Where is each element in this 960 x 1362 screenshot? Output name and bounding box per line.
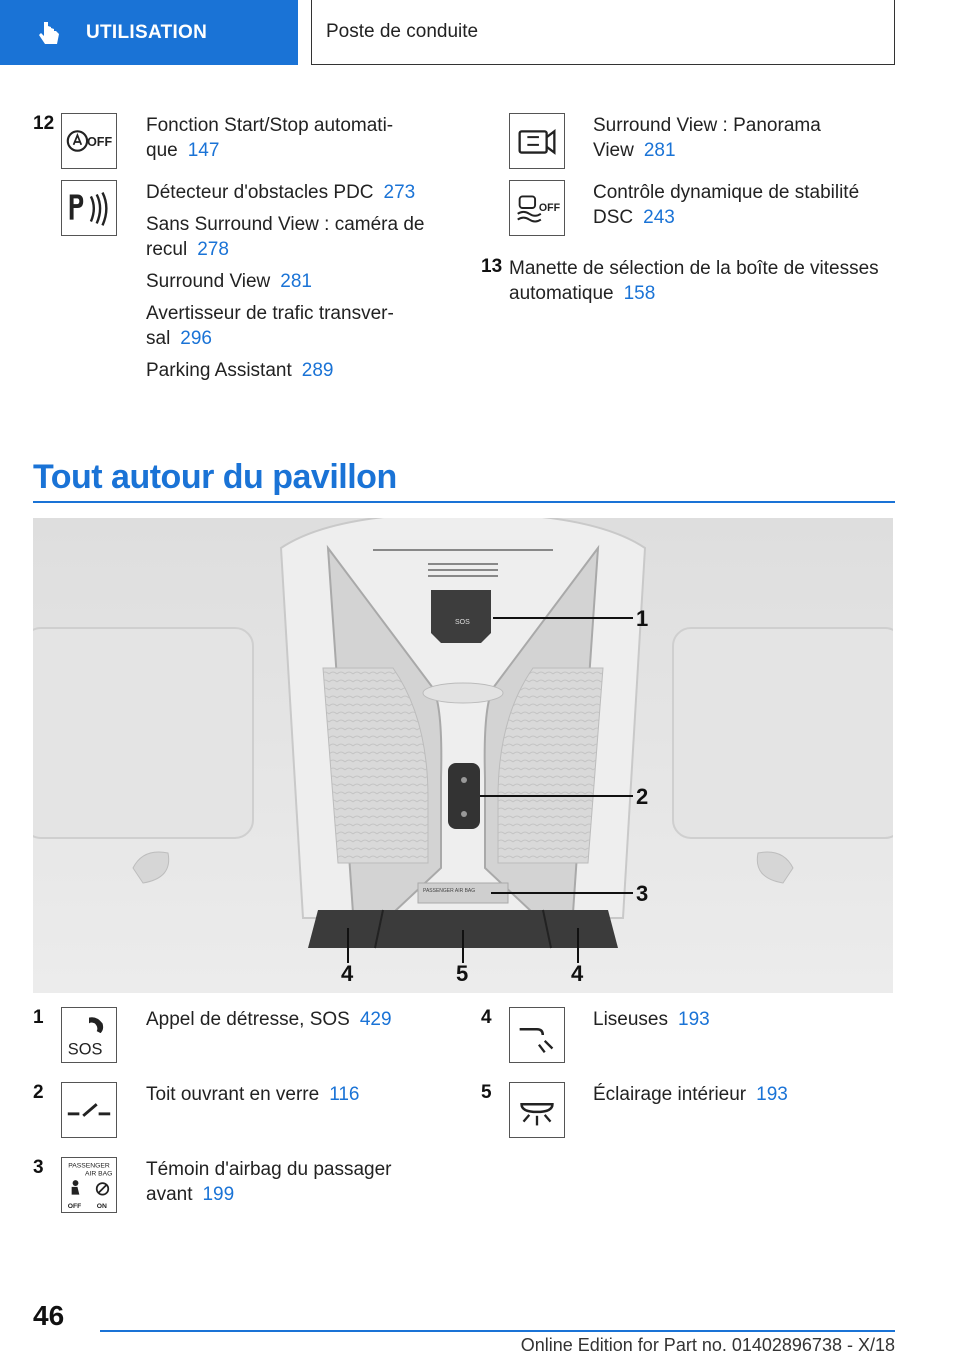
item-text [593, 1082, 883, 1114]
item-text [146, 1007, 436, 1039]
page-number: 46 [33, 1300, 65, 1331]
hand-touch-icon [34, 18, 64, 48]
icon-sos-label: SOS [67, 1040, 103, 1059]
photo-sos-label: SOS [455, 619, 470, 626]
entry-text: Manette de sélection de la boîte de vitesses automatique [509, 258, 879, 304]
page-link[interactable]: 281 [643, 140, 676, 161]
callout-1: 1 [636, 606, 649, 631]
footer-edition: Online Edition for Part no. 01402896738 - X/18 [520, 1335, 895, 1355]
page-link[interactable]: 158 [623, 283, 656, 304]
reading-light-icon [509, 1007, 565, 1063]
entry-text: Détecteur d'obstacles PDC [146, 182, 374, 203]
section-tab[interactable] [0, 0, 298, 65]
sos-call-icon [61, 1007, 117, 1063]
item-text [509, 256, 889, 313]
roof-console-photo [33, 518, 893, 993]
icon-off-label: OFF [87, 134, 113, 149]
item-text [146, 113, 436, 170]
icon-passenger-label: PASSENGER [68, 1162, 110, 1170]
item-number: 2 [33, 1082, 44, 1103]
callout-2: 2 [636, 784, 649, 809]
entry-text: Toit ouvrant en verre [146, 1084, 320, 1105]
item-text [593, 180, 883, 237]
item-number: 12 [33, 113, 55, 134]
auto-start-stop-off-icon [61, 113, 117, 169]
page-link[interactable]: 273 [383, 182, 416, 203]
item-number: 1 [33, 1007, 44, 1028]
section-label: UTILISATION [86, 21, 208, 43]
page-link[interactable]: 116 [329, 1084, 360, 1105]
item-number: 3 [33, 1157, 44, 1178]
page-link[interactable]: 296 [180, 328, 212, 349]
item-text [593, 113, 883, 170]
callout-3: 3 [636, 881, 649, 906]
passenger-airbag-icon [61, 1157, 117, 1213]
item-text [593, 1007, 883, 1039]
footer-divider [100, 1330, 895, 1332]
panorama-view-icon [509, 113, 565, 169]
item-text [146, 1157, 436, 1214]
page-link[interactable]: 429 [359, 1009, 392, 1030]
entry-text: Éclairage intérieur [593, 1084, 747, 1105]
icon-on-label: ON [96, 1203, 107, 1211]
photo-airbag-text: PASSENGER AIR BAG [423, 888, 476, 894]
icon-off-label: OFF [538, 201, 561, 214]
icon-airbag-label: AIR BAG [84, 1170, 113, 1178]
page-link[interactable]: 243 [643, 207, 675, 228]
item-number: 4 [481, 1007, 492, 1028]
entry-text: Liseuses [593, 1009, 668, 1030]
page-link[interactable]: 147 [187, 140, 220, 161]
icon-off-label: OFF [67, 1203, 82, 1211]
entry-text: Contrôle dynamique de stabilité DSC [593, 182, 860, 228]
callout-5: 5 [456, 961, 469, 986]
item-number: 13 [481, 256, 503, 277]
item-number: 5 [481, 1082, 492, 1103]
page-link[interactable]: 289 [301, 360, 334, 381]
entry-text: Avertisseur de trafic transver-sal [146, 303, 394, 349]
entry-text: Surround View [146, 271, 271, 292]
page-link[interactable]: 281 [280, 271, 312, 292]
entry-text: Appel de détresse, SOS [146, 1009, 350, 1030]
page-link[interactable]: 199 [202, 1184, 235, 1205]
sunroof-icon [61, 1082, 117, 1138]
item-text [146, 1082, 436, 1114]
interior-light-icon [509, 1082, 565, 1138]
entry-text: Fonction Start/Stop automati-que [146, 115, 394, 161]
pdc-sensor-icon [61, 180, 117, 236]
callout-4-left: 4 [341, 961, 354, 986]
chapter-title: Poste de conduite [326, 21, 479, 42]
entry-text: Parking Assistant [146, 360, 292, 381]
dsc-off-icon [509, 180, 565, 236]
entry-text: Témoin d'airbag du passager avant [146, 1159, 392, 1205]
section-title: Tout autour du pavillon [33, 458, 397, 496]
item-text [146, 180, 436, 390]
page-link[interactable]: 193 [756, 1084, 788, 1105]
entry-text: Sans Surround View : caméra de recul [146, 214, 425, 260]
page-link[interactable]: 193 [678, 1009, 710, 1030]
entry-text: Surround View : Panorama View [593, 115, 821, 161]
chapter-title-box [311, 0, 895, 65]
page-link[interactable]: 278 [197, 239, 229, 260]
callout-4-right: 4 [571, 961, 584, 986]
section-divider [33, 501, 895, 503]
